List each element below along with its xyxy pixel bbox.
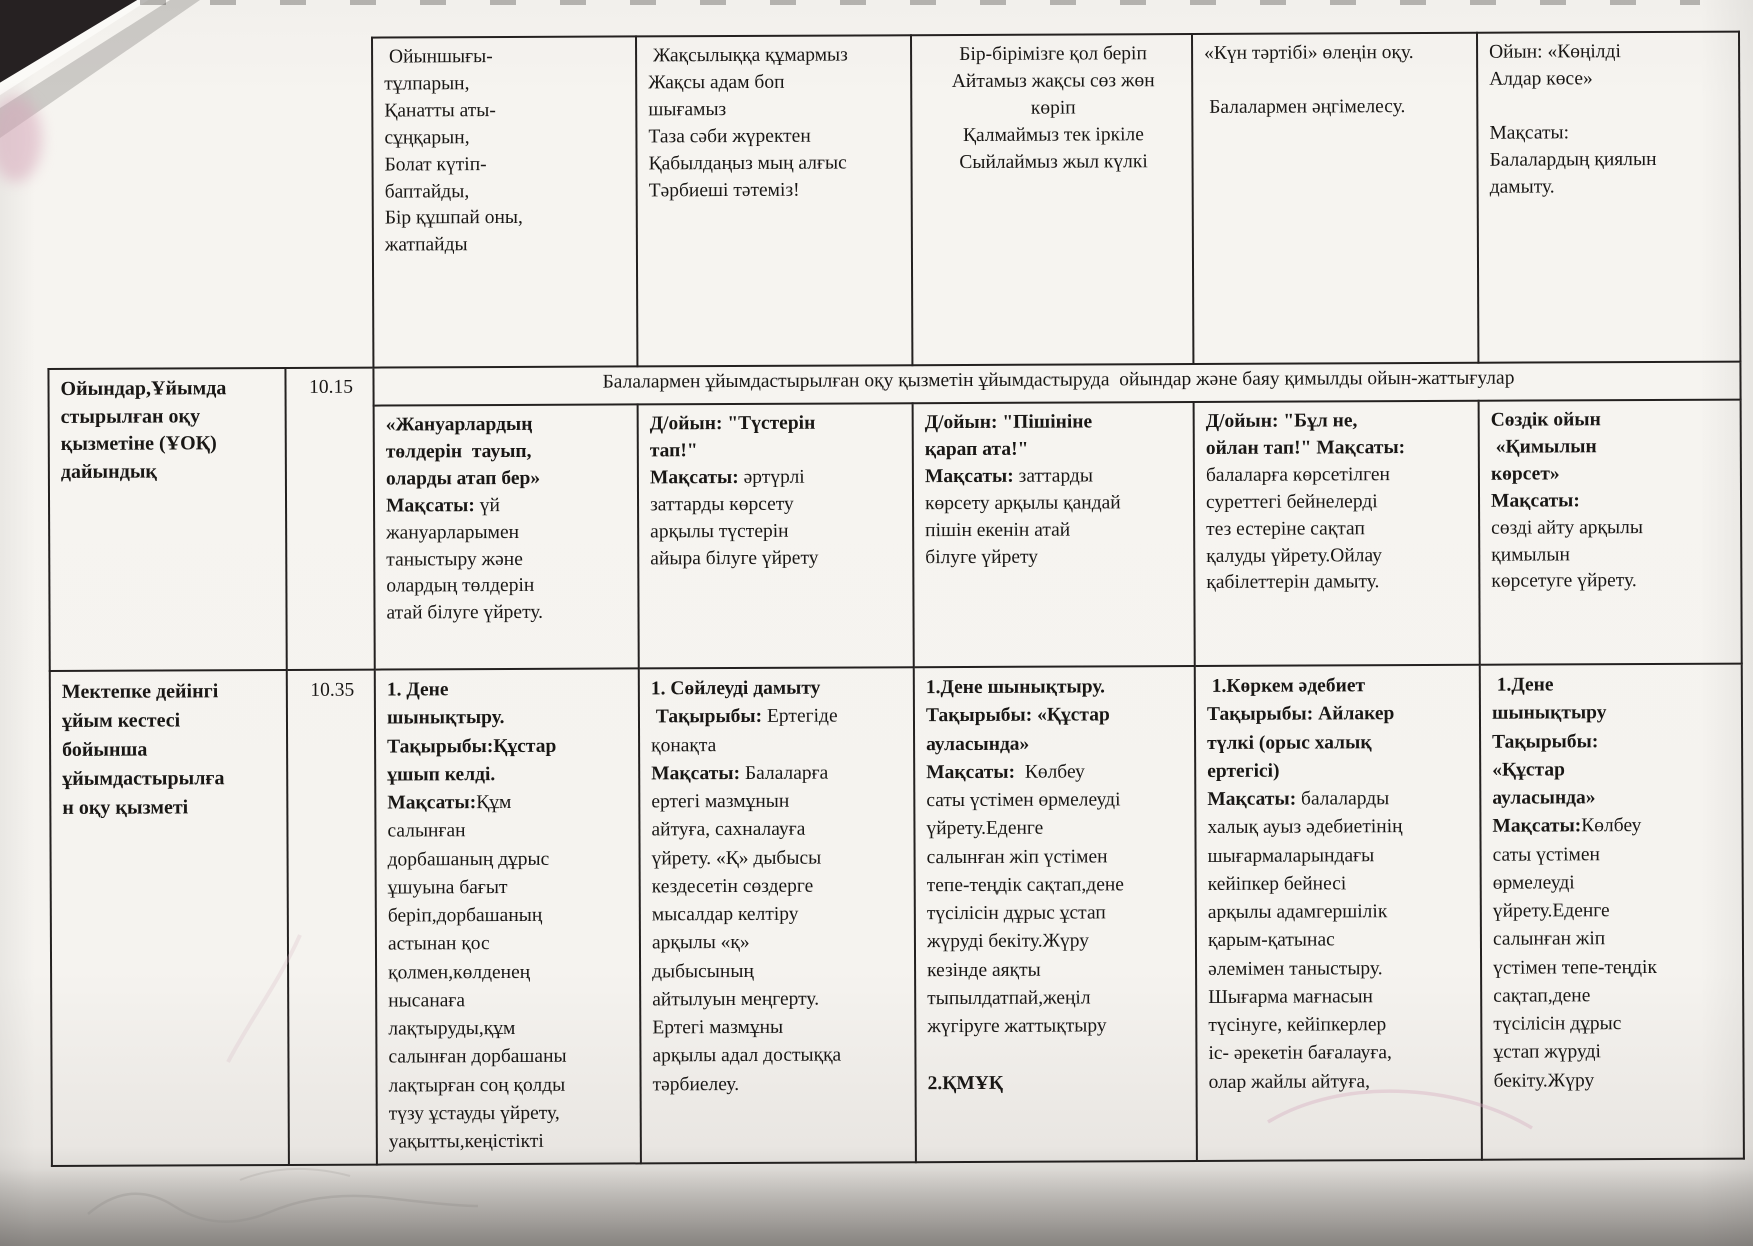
text-run: 1.Дене шынықтыру Тақырыбы: «Құстар ауласында» Мақсаты: (1491, 674, 1607, 838)
text-run: 1. Сөйлеуді дамыту Тақырыбы: (650, 677, 821, 728)
text-run: Мақсаты: (651, 762, 745, 785)
cell-greeting-3 (911, 34, 1193, 365)
cell-game-4 (1194, 401, 1480, 666)
cell-lesson-5 (1480, 664, 1744, 1160)
cell-game-2 (638, 403, 914, 668)
text-run: Сөздік ойын «Қимылын көрсет» Мақсаты: (1490, 409, 1601, 512)
text-run: 2.ҚМҰҚ (927, 1072, 1004, 1094)
row-label-lessons: Мектепке дейінгі ұйым кестесі бойынша ұйымдастырылға н оқу қызметі (50, 670, 289, 1166)
text-run: «Жануарлардың төлдерін тауып, оларды атап бер» Мақсаты: (385, 413, 541, 517)
cell-greeting-4 (1192, 33, 1478, 364)
games-span-header: Балалармен ұйымдастырылған оқу қызметін ұйымдастыруда ойындар және баяу қимылды ойын-жаттығулар (373, 362, 1740, 406)
cell-greeting-2 (636, 35, 912, 366)
text-run: Көлбеу саты үстімен өрмелеуді үйрету.Еденге салынған жіп үстімен тепе-теңдік сақтап,дене түсілісін дұрыс ұстап жүруді бекіту.Жүру (1492, 815, 1657, 1092)
text-run: 1.Дене шынықтыру. Тақырыбы: «Құстар ауласында» Мақсаты: (925, 676, 1110, 783)
text-run: 1. Дене шынықтыру. Тақырыбы:Құстар ұшып келді. Мақсаты: (386, 679, 557, 814)
cell-greeting-5 (1477, 32, 1740, 363)
scan-bottom-shadow (0, 1168, 1753, 1246)
cell-lesson-1 (375, 668, 641, 1164)
lesson-schedule-table (46, 31, 1745, 1167)
table-row-lessons (50, 664, 1744, 1166)
cell-lesson-4 (1195, 665, 1482, 1161)
scan-top-edge-marks (140, 0, 1700, 5)
cell-lesson-3 (914, 666, 1197, 1162)
text-run: Д/ойын: "Бұл не, ойлан тап!" Мақсаты: (1205, 410, 1406, 459)
text-run: Жақсылыққа құмармыз Жақсы адам боп шығамыз Таза сәби жүректен Қабылдаңыз мың алғыс Тәрбиеші тәтеміз! (648, 44, 848, 201)
text-run: «Күн тәртібі» өлеңін оқу. Балалармен әңгімелесу. (1204, 42, 1414, 118)
text-run: балаларға көрсетілген суреттегі бейнелерді тез естеріне сақтап қалуды үйрету.Ойлау қабілеттерін дамыту. (1205, 463, 1390, 594)
text-run: Ертегіде қонақта (651, 705, 838, 756)
text-run: сөзді айту арқылы қимылын көрсетуге үйрету. (1491, 516, 1643, 593)
time-cell-1015: 10.15 (285, 368, 374, 670)
cell-game-5 (1479, 400, 1742, 665)
text-run: заттарды көрсету арқылы қандай пішін екенін атай білуге үйрету (924, 465, 1121, 568)
cell-game-1 (374, 404, 639, 669)
text-run: Ойыншығы- тұлпарын, Қанатты аты- сұңқарын, Болат күтіп- баптайды, Бір құшпай оны, жатпайды (384, 46, 523, 256)
text-run: Бір-бірімізге қол беріп Айтамыз жақсы сөз жөн көріп Қалмаймыз тек іркіле Сыйлаймыз жыл күлкі (951, 43, 1155, 173)
cell-lesson-2 (639, 667, 916, 1163)
text-run: Ойын: «Көңілді Алдар көсе» Мақсаты: Балалардың қиялын дамыту. (1489, 41, 1657, 198)
text-run: әртүрлі заттарды көрсету арқылы түстерін айыра білуге үйрету (649, 466, 819, 569)
text-run: 1.Көркем әдебиет Тақырыбы: Айлакер түлкі (орыс халық ертегісі) Мақсаты: (1206, 675, 1395, 811)
text-run: Көлбеу саты үстімен өрмелеуді үйрету.Еденге салынған жіп үстімен тепе-теңдік сақтап,дене түсілісін дұрыс ұстап жүруді бекіту.Жүру кезінде аяқты тыпылдатпай,жеңіл жүгіруге жаттықтыру (926, 761, 1124, 1066)
empty-corner-cell (47, 38, 373, 369)
cell-greeting-1 (372, 36, 637, 367)
text-run: үй жануарларымен таныстыру және олардың төлдерін атай білуге үйрету. (386, 494, 544, 624)
text-run: Д/ойын: "Түстерін тап!" Мақсаты: (649, 412, 816, 489)
time-cell-1035: 10.35 (287, 670, 377, 1165)
table-row-greetings (47, 32, 1740, 369)
text-run: Д/ойын: "Пішініне қарап ата!" Мақсаты: (924, 411, 1093, 487)
text-run: Балаларға ертегі мазмұнын айтуға, сахналауға үйрету. «Қ» дыбысы кездесетін сөздерге мысалдар келтіру арқылы «қ» дыбысының айтылуын меңгерту. Ертегі мазмұны арқылы адал достыққа тәрбиелеу. (651, 762, 842, 1096)
text-run: балаларды халық ауыз әдебиетінің шығармаларындағы кейіпкер бейнесі арқылы адамгершілік қарым-қатынас әлемімен таныстыру. Шығарма мағнасын түсінуге, кейіпкерлер іс- әрекетін бағалауға, олар жайлы айтуға, (1207, 788, 1403, 1093)
cell-game-3 (913, 402, 1195, 667)
row-label-games: Ойындар,Ұйымда стырылған оқу қызметіне (ҰОҚ) дайындық (48, 368, 286, 671)
text-run: Құм салынған дорбашаның дұрыс ұшуына бағыт беріп,дорбашаның астынан қос қолмен,көлденең нысанаға лақтыруды,құм салынған дорбашаны лақтырған соң қолды түзу ұстауды үйрету, уақытты,кеңістікті (387, 792, 567, 1153)
